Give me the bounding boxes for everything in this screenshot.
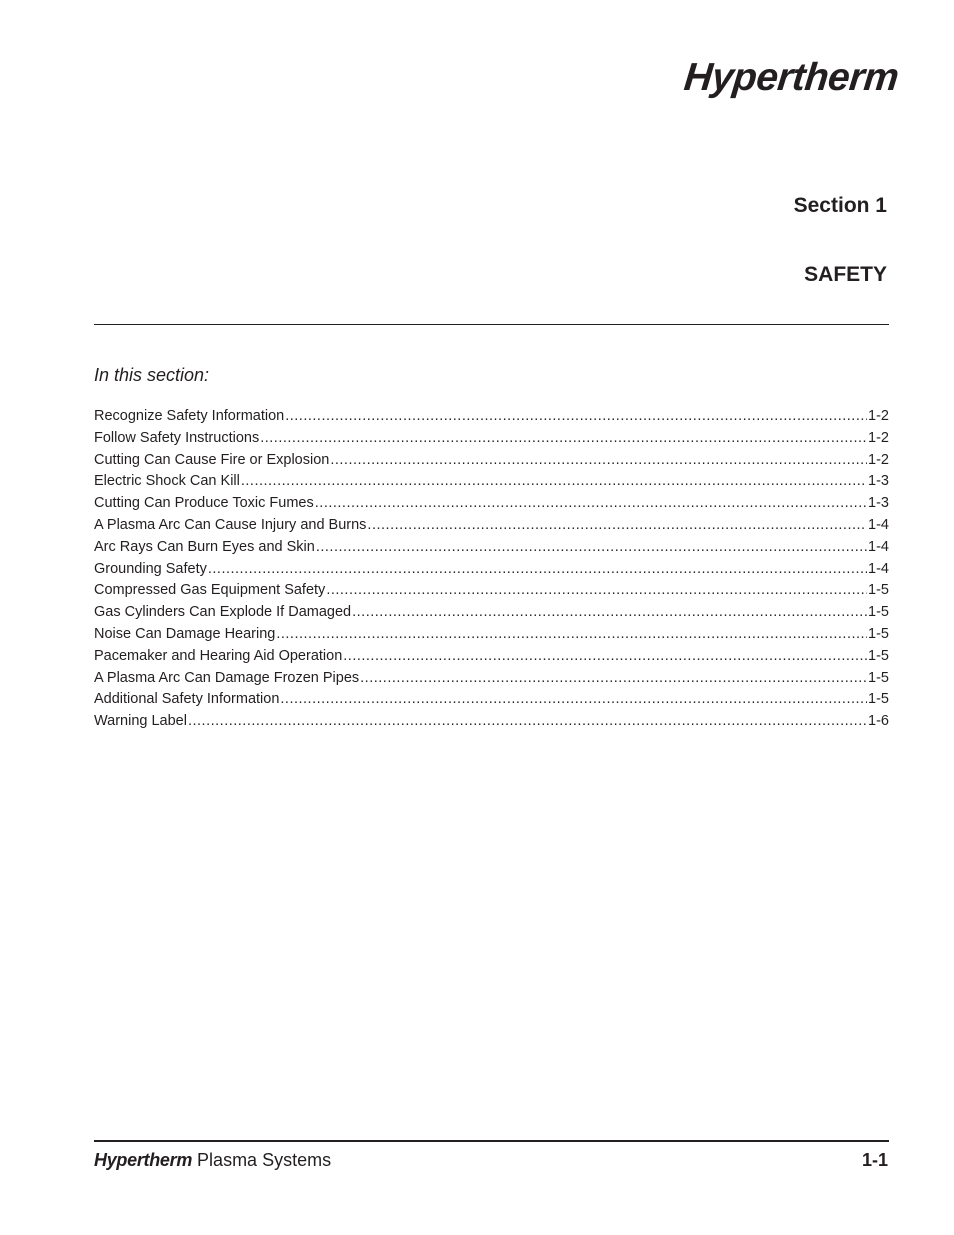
toc-entry-page: 1-5 (868, 604, 889, 621)
toc-entry-title: Additional Safety Information (94, 691, 280, 708)
toc-leader-dots (315, 493, 867, 515)
footer-product-name: Plasma Systems (197, 1150, 332, 1170)
toc-leader-dots (280, 689, 867, 711)
toc-entry[interactable] (94, 580, 889, 602)
toc-entry-page: 1-4 (868, 538, 889, 555)
toc-entry[interactable] (94, 646, 889, 668)
toc-entry-title: Cutting Can Cause Fire or Explosion (94, 451, 330, 468)
toc-entry-page: 1-5 (868, 691, 889, 708)
toc-leader-dots (352, 602, 867, 624)
toc-entry-page: 1-4 (868, 560, 889, 577)
page-number: 1-1 (861, 1150, 888, 1170)
toc-entry-page: 1-2 (868, 408, 889, 424)
toc-entry[interactable] (94, 471, 889, 493)
toc-entry-title: A Plasma Arc Can Damage Frozen Pipes (94, 669, 360, 686)
toc-entry-title: Recognize Safety Information (94, 408, 285, 424)
toc-leader-dots (208, 559, 867, 581)
toc-entry[interactable] (94, 624, 889, 646)
toc-entry-title: Pacemaker and Hearing Aid Operation (94, 647, 343, 664)
footer-divider (94, 1140, 889, 1142)
toc-entry[interactable] (94, 711, 889, 733)
toc-leader-dots (330, 450, 867, 472)
toc-entry-page: 1-6 (868, 713, 889, 730)
toc-entry-title: Gas Cylinders Can Explode If Damaged (94, 604, 352, 621)
toc-entry[interactable] (94, 602, 889, 624)
toc-entry-page: 1-3 (868, 495, 889, 512)
toc-leader-dots (260, 428, 867, 450)
toc-entry[interactable] (94, 537, 889, 559)
footer-product (94, 1148, 331, 1172)
toc-entry-page: 1-5 (868, 625, 889, 642)
table-of-contents (94, 406, 889, 733)
toc-entry-title: Arc Rays Can Burn Eyes and Skin (94, 538, 315, 555)
header-divider (94, 324, 889, 325)
intro-label: In this section: (94, 365, 210, 385)
toc-entry[interactable] (94, 689, 889, 711)
toc-entry[interactable] (94, 515, 889, 537)
toc-entry-title: Grounding Safety (94, 560, 207, 577)
toc-entry-title: Noise Can Damage Hearing (94, 625, 276, 642)
toc-entry-title: Warning Label (94, 713, 187, 730)
toc-leader-dots (285, 406, 867, 428)
toc-leader-dots (316, 537, 867, 559)
footer-brand: Hypertherm (94, 1150, 193, 1170)
toc-entry-page: 1-4 (868, 516, 889, 533)
section-title: SAFETY (804, 263, 887, 286)
toc-entry-title: A Plasma Arc Can Cause Injury and Burns (94, 516, 367, 533)
toc-leader-dots (188, 711, 867, 733)
toc-entry-title: Electric Shock Can Kill (94, 473, 240, 490)
toc-entry-page: 1-3 (868, 473, 889, 490)
toc-entry-page: 1-5 (868, 669, 889, 686)
toc-entry-page: 1-5 (868, 582, 889, 599)
toc-entry[interactable] (94, 559, 889, 581)
toc-leader-dots (276, 624, 867, 646)
toc-entry[interactable] (94, 493, 889, 515)
toc-entry-title: Compressed Gas Equipment Safety (94, 582, 326, 599)
toc-entry[interactable] (94, 406, 889, 428)
toc-entry-title: Cutting Can Produce Toxic Fumes (94, 495, 314, 512)
toc-entry[interactable] (94, 668, 889, 690)
toc-leader-dots (326, 580, 867, 602)
toc-leader-dots (360, 668, 867, 690)
toc-leader-dots (241, 471, 867, 493)
toc-entry[interactable] (94, 428, 889, 450)
toc-leader-dots (367, 515, 867, 537)
toc-entry-page: 1-2 (868, 451, 889, 468)
toc-entry-page: 1-2 (868, 429, 889, 446)
hypertherm-logo: Hypertherm (682, 56, 901, 99)
toc-entry-page: 1-5 (868, 647, 889, 664)
toc-leader-dots (343, 646, 867, 668)
section-number: Section 1 (793, 194, 887, 217)
toc-entry[interactable] (94, 450, 889, 472)
toc-entry-title: Follow Safety Instructions (94, 429, 260, 446)
